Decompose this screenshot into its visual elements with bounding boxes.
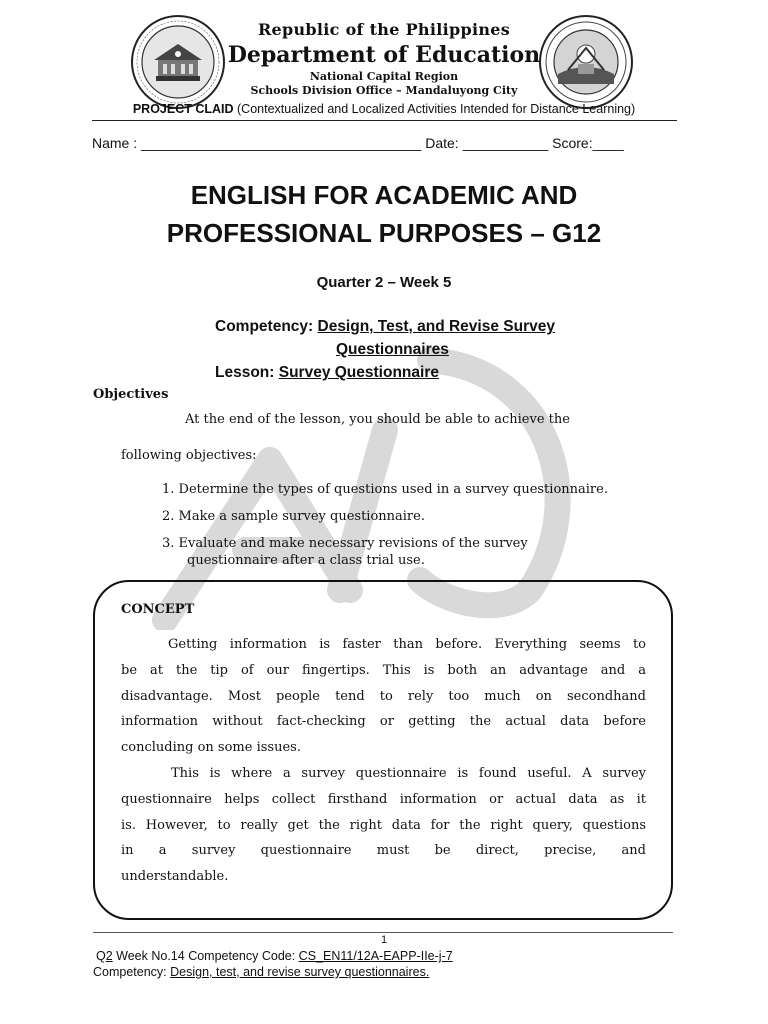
footer-q: Q	[96, 949, 106, 963]
objective-item-2: 2. Make a sample survey questionnaire.	[162, 509, 425, 524]
name-blank[interactable]: ____________________________________	[141, 135, 422, 151]
department-heading: Department of Education	[227, 42, 541, 68]
division-heading: Schools Division Office – Mandaluyong City	[250, 84, 518, 97]
footer-divider	[93, 932, 673, 933]
student-info-line	[92, 135, 624, 151]
title-line-2: PROFESSIONAL PURPOSES – G12	[166, 218, 602, 248]
competency-value-1: Design, Test, and Revise Survey	[317, 318, 555, 335]
concept-paragraph-1	[121, 632, 646, 890]
project-claid-line	[0, 102, 768, 116]
name-label: Name :	[92, 135, 138, 151]
footer-code-value: CS_EN11/12A-EAPP-IIe-j-7	[298, 949, 453, 963]
page-number: 1	[380, 934, 388, 946]
region-heading: National Capital Region	[309, 70, 459, 83]
objectives-intro-2: following objectives:	[121, 448, 257, 463]
concept-p1-line: be at the tip of our fingertips. This is both an advantage and a	[121, 662, 646, 678]
footer-code-label: Competency Code:	[184, 949, 299, 963]
concept-p1-line: Getting information is faster than before. Everything seems to	[168, 637, 646, 652]
lesson-value: Survey Questionnaire	[278, 364, 439, 381]
lesson-line	[215, 364, 439, 382]
concept-p2-line: questionnaire helps collect firsthand information or actual data as it	[121, 791, 646, 807]
lesson-label: Lesson:	[215, 364, 275, 381]
project-label: PROJECT CLAID	[132, 102, 234, 116]
competency-value-2: Questionnaires	[336, 341, 449, 358]
concept-p2-line: in a survey questionnaire must be direct, precise, and	[121, 843, 646, 859]
concept-p2-line: This is where a survey questionnaire is found useful. A survey	[171, 765, 646, 781]
objective-item-1: 1. Determine the types of questions used in a survey questionnaire.	[162, 482, 608, 497]
footer-week: Week No.14	[112, 949, 185, 963]
concept-heading: CONCEPT	[121, 602, 195, 617]
footer-code-line	[96, 949, 453, 963]
objective-item-3: 3. Evaluate and make necessary revisions of the survey	[162, 536, 528, 551]
score-blank[interactable]: ____	[592, 135, 624, 151]
concept-p2-line: understandable.	[121, 869, 229, 885]
concept-p1-line: information without fact-checking or getting the actual data before	[121, 714, 646, 730]
concept-p1-line: concluding on some issues.	[121, 740, 301, 756]
date-label: Date:	[425, 135, 459, 151]
quarter-week: Quarter 2 – Week 5	[316, 274, 452, 291]
footer-comp-label: Competency:	[93, 965, 171, 979]
footer-comp-value: Design, test, and revise survey questionnaires.	[170, 965, 430, 979]
competency-line	[215, 318, 555, 336]
competency-label: Competency:	[215, 318, 314, 335]
objectives-intro-1: At the end of the lesson, you should be able to achieve the	[185, 412, 570, 427]
objectives-heading: Objectives	[93, 387, 169, 402]
score-label: Score:	[552, 135, 593, 151]
page-title	[0, 176, 768, 252]
title-line-1: ENGLISH FOR ACADEMIC AND	[190, 180, 578, 210]
footer-q-num: 2	[105, 949, 113, 963]
concept-p2-line: is. However, to really get the right data for the right query, questions	[121, 817, 646, 833]
footer-competency-line	[93, 965, 429, 979]
project-desc: (Contextualized and Localized Activities Intended for Distance Learning)	[237, 102, 636, 116]
republic-heading: Republic of the Philippines	[257, 20, 511, 39]
date-blank[interactable]: ___________	[462, 135, 549, 151]
concept-p1-line: disadvantage. Most people tend to rely too much on secondhand	[121, 688, 646, 704]
header-divider	[92, 120, 677, 121]
objective-item-3-cont: questionnaire after a class trial use.	[187, 553, 425, 568]
